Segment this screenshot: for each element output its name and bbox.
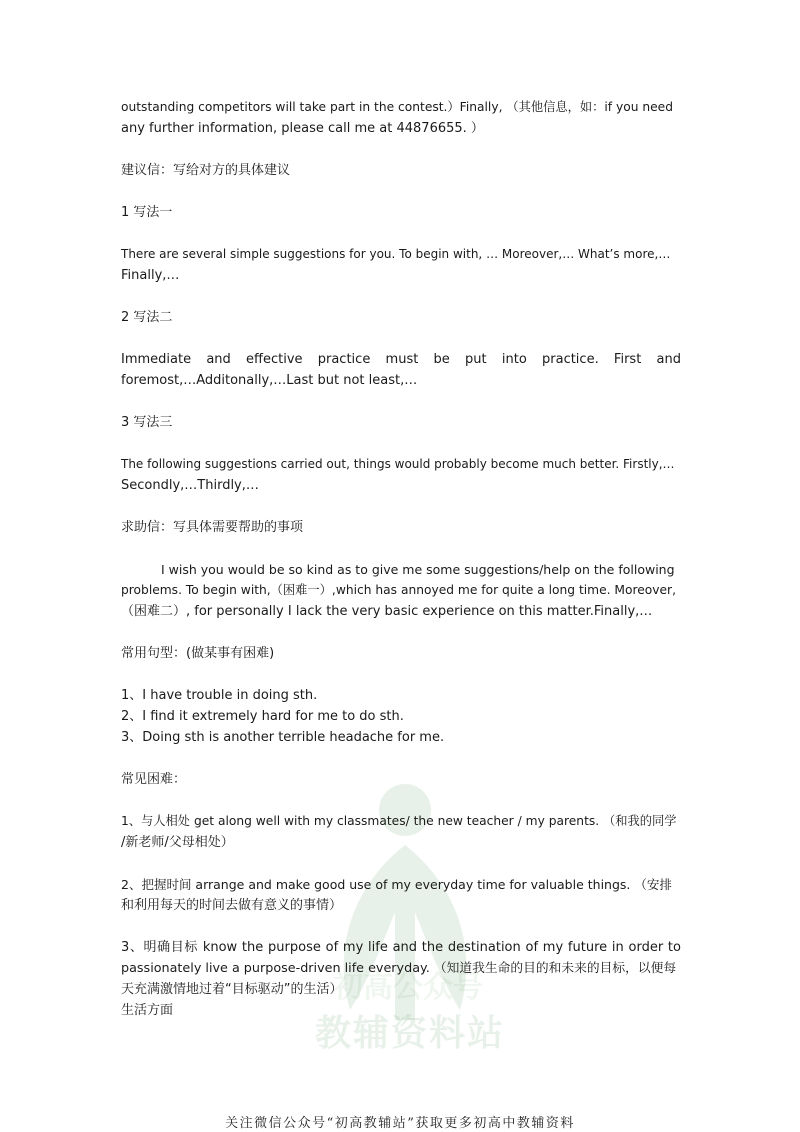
text-line: 和利用每天的时间去做有意义的事情） [121,898,343,913]
text-line: problems. To begin with,（困难一）,which has annoyed me for quite a long time. Moreover, [121,583,676,597]
text-line: （困难二）, for personally I lack the very basic experience on this matter.Finally,… [121,604,653,619]
list-item: 3、明确目标 know the purpose of my life and the destination of my future in order to [121,940,681,955]
text-line-indented: I wish you would be so kind as to give me some suggestions/help on the following [161,562,675,577]
text-line: Immediate and effective practice must be put into practice. First and [121,352,681,367]
section-heading-common-patterns: 常用句型：(做某事有困难) [121,646,275,661]
list-item: 3、Doing sth is another terrible headache for me. [121,730,445,745]
section-heading-common-difficulties: 常见困难： [121,772,187,787]
text-line: outstanding competitors will take part in the contest.）Finally, （其他信息，如：if you need [121,100,673,114]
text-line: Finally,… [121,268,180,283]
list-item: 2、I find it extremely hard for me to do sth. [121,709,404,724]
method-heading-3: 3 写法三 [121,415,173,430]
watermark-text-top: 初高公众号 [333,970,483,1005]
text-line: The following suggestions carried out, things would probably become much better. Firstly,… [121,457,675,471]
list-item: 1、与人相处 get along well with my classmates/ the new teacher / my parents. （和我的同学 [121,814,677,828]
text-line: foremost,…Additonally,…Last but not least,… [121,373,418,388]
text-line: /新老师/父母相处） [121,835,234,850]
page-footer: 关注微信公众号“初高教辅站”获取更多初高中教辅资料 [225,1116,575,1131]
text-line: There are several simple suggestions for you. To begin with, … Moreover,… What’s more,… [121,247,671,261]
section-heading-help-letter: 求助信：写具体需要帮助的事项 [121,520,304,535]
method-heading-1: 1 写法一 [121,205,173,220]
list-item: 2、把握时间 arrange and make good use of my everyday time for valuable things. （安排 [121,877,672,892]
text-line: 天充满激情地过着“目标驱动”的生活） [121,982,343,997]
list-item: 1、I have trouble in doing sth. [121,688,318,703]
text-line: Secondly,…Thirdly,… [121,478,259,493]
section-heading-suggestion-letter: 建议信：写给对方的具体建议 [121,163,291,178]
section-heading-life: 生活方面 [121,1003,174,1018]
text-line: any further information, please call me at 44876655. ） [121,121,484,136]
method-heading-2: 2 写法二 [121,310,173,325]
watermark-text: 教辅资料站 [314,1012,505,1054]
text-line: passionately live a purpose-driven life everyday. （知道我生命的目的和未来的目标，以便每 [121,961,677,976]
